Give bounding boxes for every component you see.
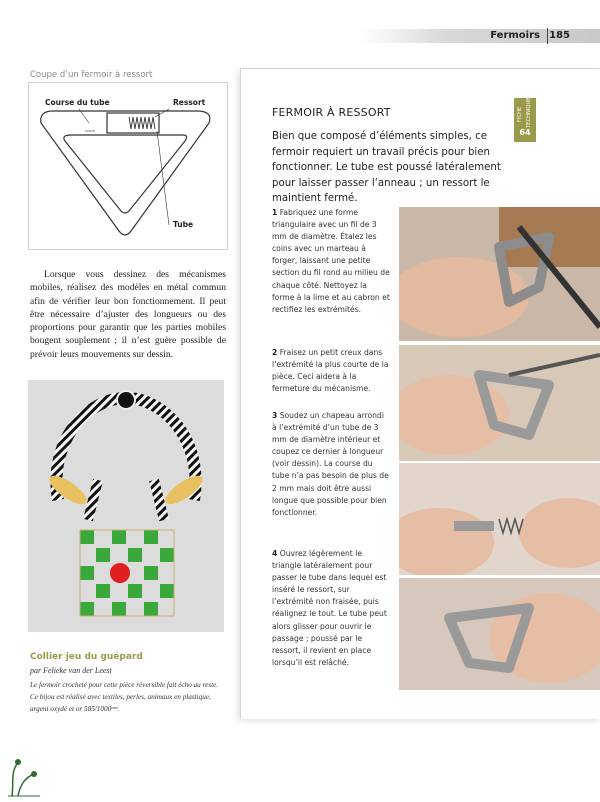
step-1 <box>272 207 390 316</box>
body-paragraph-text: Lorsque vous dessinez des mécanismes mobiles, réalisez des modèles en métal commun afin de vérifier leur bon fonctionnement. Il peut être nécessaire d’ajuster des longueurs ou des proportions pour garantir que les parties mobiles bougent souplement ; il n’est guère possible de prévoir leurs mouvements sur dessin. <box>30 269 226 360</box>
sheet-title: FERMOIR À RESSORT <box>272 106 391 119</box>
step-3 <box>272 410 390 519</box>
diagram-caption: Coupe d’un fermoir à ressort <box>30 70 153 80</box>
sheet-tab-label: FICHE TECHNIQUE <box>517 97 532 128</box>
diagram-drawing <box>29 83 227 249</box>
necklace-caption-text: Le fermoir crocheté pour cette pièce réversible fait écho au reste. Ce bijou est réalisé avec textiles, perles, animaux en plastique, argent oxydé et or 585/1000ᵉᵐᵉ. <box>30 681 219 713</box>
label-spring: Ressort <box>173 98 206 107</box>
body-paragraph <box>30 268 226 361</box>
sheet-intro: Bien que composé d’éléments simples, ce fermoir requiert un travail précis pour bien fonctionner. Le tube est poussé latéralement pour laisser passer l’anneau ; un ressort le maintient fermé. <box>272 131 501 204</box>
step-number: 3 <box>272 411 278 420</box>
step-4-photo <box>399 578 600 690</box>
clasp-cross-section-diagram <box>28 82 228 250</box>
header-separator <box>547 28 548 44</box>
step-text: Fabriquez une forme triangulaire avec un fil de 3 mm de diamètre. Étalez les coins avec un marteau à forger, laissant une petite section du fil rond au milieu de chaque côté. Nettoyez la forme à la lime et au cabron et rectifiez les extrémités. <box>272 208 390 314</box>
step-text: Soudez un chapeau arrondi à l’extrémité d’un tube de 3 mm de diamètre intérieur et coupez ce dernier à longueur (voir dessin). La course du tube n’a pas besoin de plus de 2 mm mais doit être aussi longue que possible pour bien fonctionner. <box>272 411 389 517</box>
page-number: 185 <box>549 30 570 41</box>
necklace-caption-title: Collier jeu du guépard <box>30 652 143 662</box>
step-3-photo <box>399 463 600 575</box>
decorative-ornament-icon <box>4 752 44 798</box>
step-number: 4 <box>272 549 278 558</box>
necklace-caption-author: par Felieke van der Leest <box>30 666 112 675</box>
step-number: 2 <box>272 348 278 357</box>
step-1-photo <box>399 207 600 341</box>
step-2-photo <box>399 345 600 461</box>
step-text: Fraisez un petit creux dans l’extrémité la plus courte de la pièce. Ceci aidera à la fermeture du mécanisme. <box>272 348 389 394</box>
step-4 <box>272 548 390 669</box>
step-text: Ouvrez légèrement le triangle latéralement pour passer le tube dans lequel est inséré le ressort, sur l’extrémité non fraisée, puis réalignez le tout. Le tube peut alors glisser pour ouvrir le passage ; poussé par le ressort, il revient en place lorsqu’il est relâché. <box>272 549 387 667</box>
running-header-section: Fermoirs <box>490 30 540 41</box>
step-number: 1 <box>272 208 278 217</box>
necklace-photo <box>28 380 224 632</box>
sheet-tab-number: 64 <box>519 128 531 137</box>
label-tube-course: Course du tube <box>45 98 110 107</box>
step-2 <box>272 347 390 395</box>
label-tube: Tube <box>173 220 194 229</box>
